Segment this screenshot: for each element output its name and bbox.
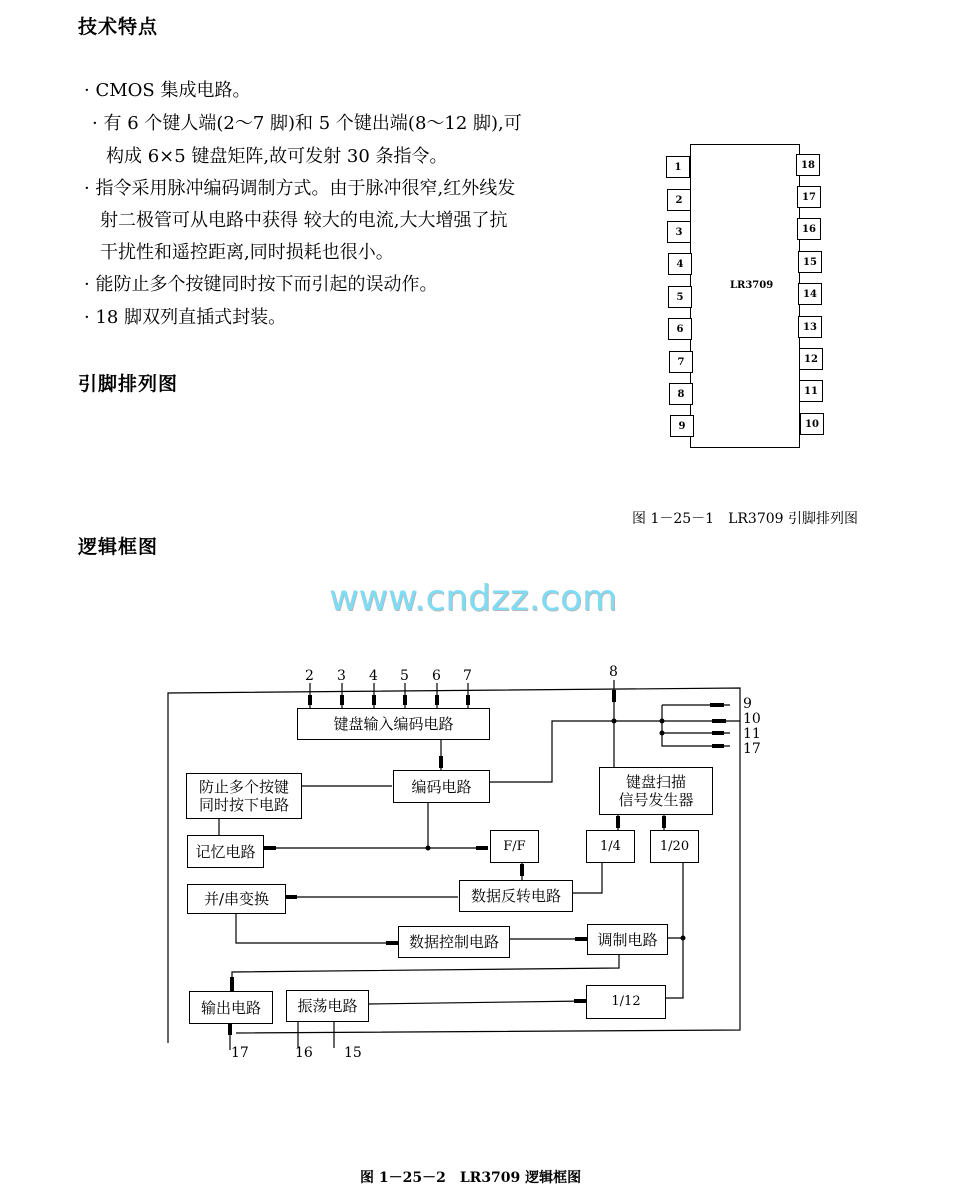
pinout-heading: 引脚排列图 — [78, 373, 179, 395]
feature-bullet-2-cont: 构成 6×5 键盘矩阵,故可发射 30 条指令。 — [106, 146, 448, 167]
bottom-pin-15: 15 — [344, 1045, 362, 1061]
logic-heading: 逻辑框图 — [78, 536, 159, 558]
logic-caption: 图 1－25－2 LR3709 逻辑框图 — [360, 1170, 582, 1186]
watermark-text: www.cndzz.com — [329, 578, 618, 619]
bullet-text: 能防止多个按键同时按下而引起的误动作。 — [95, 274, 438, 295]
pin-1: 1 — [666, 156, 690, 178]
right-pin-17: 17 — [743, 741, 761, 757]
block-keyboard-input-encoder: 键盘输入编码电路 — [297, 708, 490, 740]
pin-12: 12 — [799, 348, 823, 370]
feature-bullet-3-cont-1: 射二极管可从电路中获得 较大的电流,大大增强了抗 — [100, 210, 508, 231]
block-data-control: 数据控制电路 — [398, 926, 510, 958]
pin-18: 18 — [796, 154, 820, 176]
pin-4: 4 — [668, 253, 692, 275]
bottom-pin-17: 17 — [231, 1045, 249, 1061]
bullet-text: 指令采用脉冲编码调制方式。由于脉冲很窄,红外线发 — [95, 178, 516, 199]
block-modulator: 调制电路 — [587, 924, 668, 955]
block-scan-line2: 信号发生器 — [618, 791, 694, 809]
pin-8: 8 — [669, 383, 693, 405]
block-oscillator: 振荡电路 — [286, 990, 369, 1022]
block-multi-key-line2: 同时按下电路 — [198, 796, 289, 814]
top-pin-3: 3 — [337, 668, 346, 684]
block-multi-key-prevention — [186, 773, 302, 819]
features-heading: 技术特点 — [78, 16, 159, 38]
bullet-marker: · — [92, 113, 98, 134]
bullet-marker: · — [84, 80, 90, 101]
pin-13: 13 — [798, 316, 822, 338]
pin-7: 7 — [669, 351, 693, 373]
block-ff: F/F — [490, 830, 539, 863]
bullet-marker: · — [84, 274, 90, 295]
bullet-marker: · — [84, 307, 90, 328]
right-pin-10: 10 — [743, 711, 761, 727]
block-keyboard-scan-generator — [599, 767, 713, 815]
block-parallel-serial: 并/串变换 — [187, 884, 286, 914]
top-pin-7: 7 — [463, 668, 472, 684]
pin-8-label: 8 — [609, 664, 618, 680]
pin-6: 6 — [668, 318, 692, 340]
right-pin-9: 9 — [743, 696, 752, 712]
pin-10: 10 — [800, 413, 824, 435]
pin-17: 17 — [797, 186, 821, 208]
block-output: 输出电路 — [189, 991, 273, 1024]
pin-9: 9 — [670, 415, 694, 437]
pinout-caption: 图 1－25－1 LR3709 引脚排列图 — [632, 511, 858, 527]
bullet-text: CMOS 集成电路。 — [95, 80, 251, 101]
bullet-text: 有 6 个键人端(2～7 脚)和 5 个键出端(8～12 脚),可 — [103, 113, 522, 134]
feature-bullet-3-cont-2: 干扰性和遥控距离,同时损耗也很小。 — [100, 242, 394, 263]
right-pin-11: 11 — [743, 726, 761, 742]
block-multi-key-line1: 防止多个按键 — [198, 778, 289, 796]
block-div4: 1/4 — [586, 830, 635, 863]
block-div12: 1/12 — [586, 985, 666, 1019]
top-pin-6: 6 — [432, 668, 441, 684]
pin-11: 11 — [799, 380, 823, 402]
block-data-invert: 数据反转电路 — [459, 880, 573, 912]
pin-2: 2 — [667, 189, 691, 211]
bullet-marker: · — [84, 178, 90, 199]
pin-16: 16 — [797, 218, 821, 240]
block-div20: 1/20 — [650, 830, 699, 863]
pin-15: 15 — [798, 251, 822, 273]
pin-3: 3 — [667, 221, 691, 243]
block-memory: 记忆电路 — [187, 835, 264, 868]
block-scan-line1: 键盘扫描 — [625, 773, 686, 791]
top-pin-2: 2 — [305, 668, 314, 684]
chip-label: LR3709 — [730, 280, 774, 291]
block-encoder: 编码电路 — [393, 770, 490, 803]
top-pin-5: 5 — [400, 668, 409, 684]
pin-5: 5 — [668, 286, 692, 308]
pin-14: 14 — [798, 283, 822, 305]
bullet-text: 18 脚双列直插式封装。 — [95, 307, 287, 328]
bottom-pin-16: 16 — [295, 1045, 313, 1061]
top-pin-4: 4 — [369, 668, 378, 684]
